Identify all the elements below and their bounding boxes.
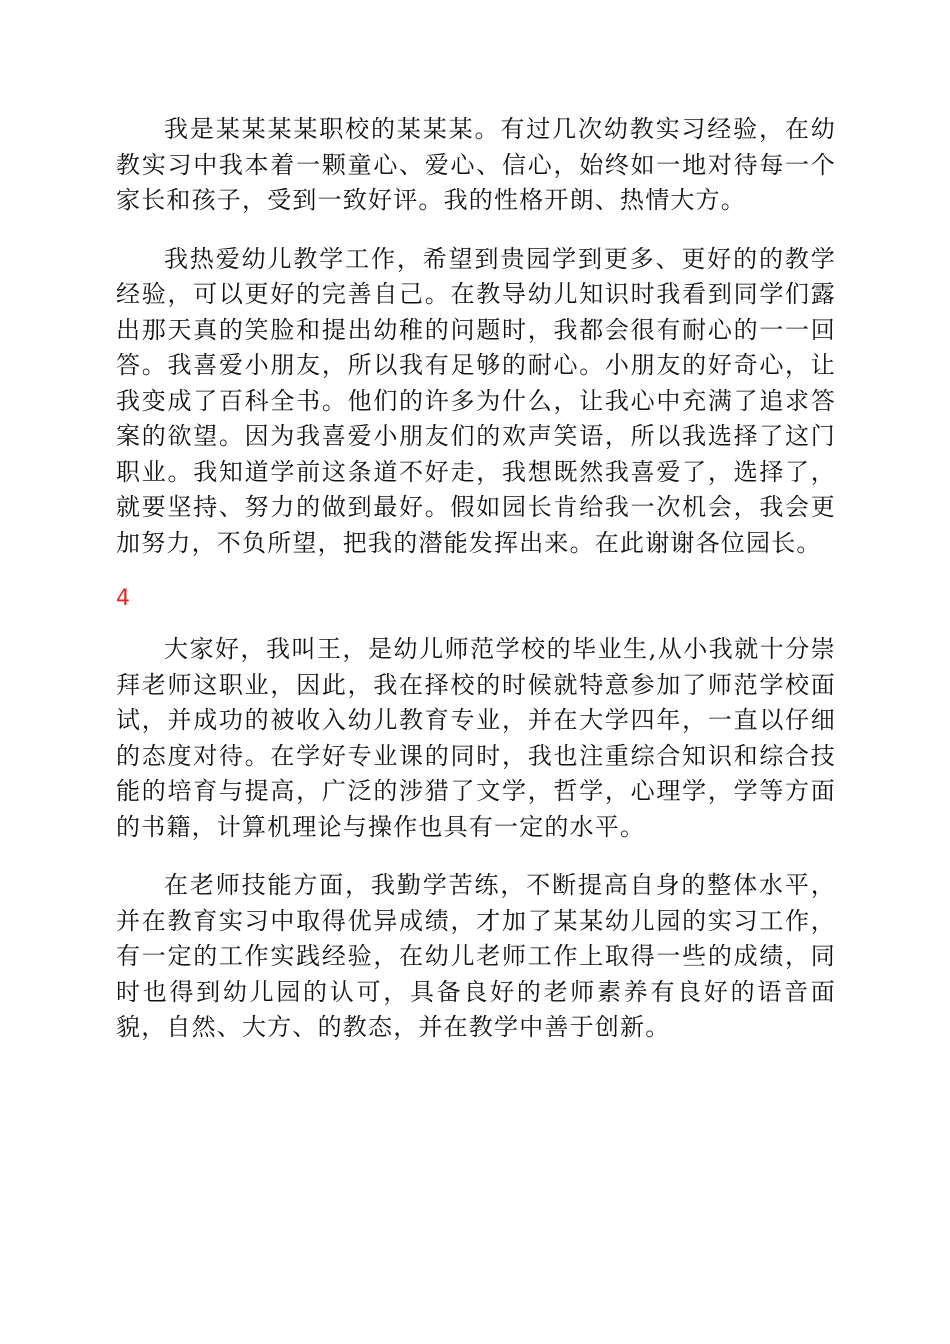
document-body	[116, 112, 836, 1069]
section-number: 4	[116, 586, 130, 611]
paragraph-motivation: 我热爱幼儿教学工作，希望到贵园学到更多、更好的的教学经验，可以更好的完善自己。在教导幼儿知识时我看到同学们露出那天真的笑脸和提出幼稚的问题时，我都会很有耐心的一一回答。我喜爱小朋友，所以我有足够的耐心。小朋友的好奇心，让我变成了百科全书。他们的许多为什么，让我心中充满了追求答案的欲望。因为我喜爱小朋友们的欢声笑语，所以我选择了这门职业。我知道学前这条道不好走，我想既然我喜爱了，选择了，就要坚持、努力的做到最好。假如园长肯给我一次机会，我会更加努力，不负所望，把我的潜能发挥出来。在此谢谢各位园长。	[116, 244, 836, 557]
paragraph-skills: 在老师技能方面，我勤学苦练，不断提高自身的整体水平，并在教育实习中取得优异成绩，才加了某某幼儿园的实习工作，有一定的工作实践经验，在幼儿老师工作上取得一些的成绩，同时也得到幼儿园的认可，具备良好的老师素养有良好的语音面貌，自然、大方、的教态，并在教学中善于创新。	[116, 871, 836, 1041]
paragraph-intro: 我是某某某某职校的某某某。有过几次幼教实习经验，在幼教实习中我本着一颗童心、爱心、信心，始终如一地对待每一个家长和孩子，受到一致好评。我的性格开朗、热情大方。	[116, 115, 836, 214]
paragraph-education: 大家好，我叫王，是幼儿师范学校的毕业生,从小我就十分崇拜老师这职业，因此，我在择校的时候就特意参加了师范学校面试，并成功的被收入幼儿教育专业，并在大学四年，一直以仔细的态度对待。在学好专业课的同时，我也注重综合知识和综合技能的培育与提高，广泛的涉猎了文学，哲学，心理学，学等方面的书籍，计算机理论与操作也具有一定的水平。	[116, 635, 836, 841]
